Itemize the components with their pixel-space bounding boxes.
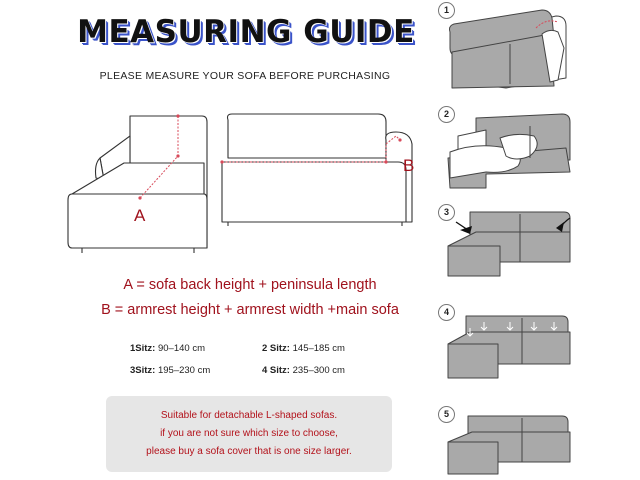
size-name: 1Sitz: — [130, 343, 156, 354]
size-item — [262, 343, 345, 354]
measure-label-b: B — [403, 156, 415, 175]
measure-label-a: A — [134, 206, 146, 225]
page-subtitle: PLEASE MEASURE YOUR SOFA BEFORE PURCHASING — [99, 70, 391, 82]
step-2-sofa-icon — [446, 112, 576, 192]
size-item — [262, 365, 345, 376]
size-range: 235–300 cm — [292, 365, 345, 376]
size-name: 4 Sitz: — [262, 365, 290, 376]
page-title: MEASURING GUIDE — [77, 14, 415, 50]
step-4-sofa-icon — [446, 310, 576, 386]
chaise-sofa-diagram-icon — [62, 108, 212, 258]
sofa-diagram-icon — [220, 110, 420, 230]
note-box — [106, 396, 392, 472]
size-name: 2 Sitz: — [262, 343, 290, 354]
step-number: 2 — [438, 106, 455, 123]
size-item — [130, 365, 210, 376]
note-line: please buy a sofa cover that is one size larger. — [146, 446, 352, 457]
note-line: if you are not sure which size to choose, — [160, 428, 338, 439]
formula-b: B = armrest height + armrest width +main sofa — [101, 302, 399, 318]
step-number: 1 — [438, 2, 455, 19]
step-number: 5 — [438, 406, 455, 423]
size-item — [130, 343, 205, 354]
step-number: 4 — [438, 304, 455, 321]
size-range: 90–140 cm — [157, 343, 205, 354]
formula-a: A = sofa back height + peninsula length — [123, 277, 377, 293]
step-3-sofa-icon — [446, 206, 576, 282]
note-line: Suitable for detachable L-shaped sofas. — [160, 410, 338, 421]
step-number: 3 — [438, 204, 455, 221]
step-1-sofa-icon — [446, 8, 576, 92]
step-5-sofa-icon — [446, 412, 576, 478]
size-range: 195–230 cm — [157, 365, 211, 376]
size-range: 145–185 cm — [292, 343, 345, 354]
size-name: 3Sitz: — [130, 365, 156, 376]
